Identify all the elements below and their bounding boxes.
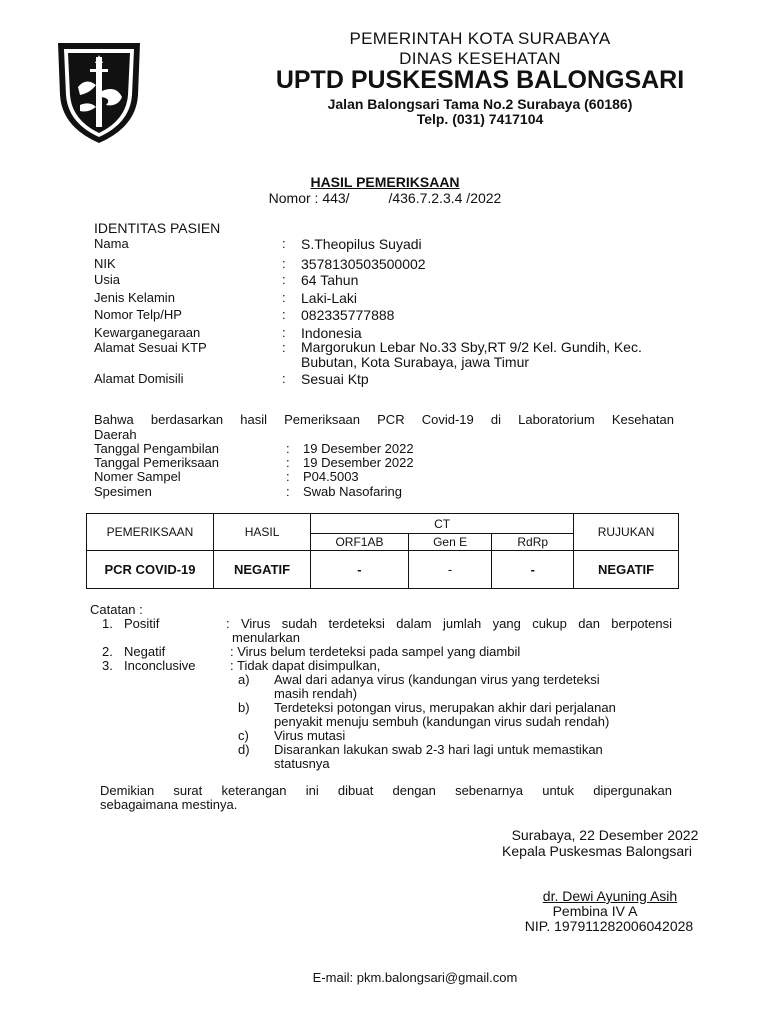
subnote-letter: b) [238, 700, 250, 715]
field-colon: : [282, 256, 286, 271]
alamat-line-2: Bubutan, Kota Surabaya, jawa Timur [301, 354, 530, 370]
document-title: HASIL PEMERIKSAAN [310, 174, 460, 190]
exam-value-sampel: P04.5003 [303, 469, 359, 484]
field-label-nik: NIK [94, 256, 116, 271]
note-num: 3. [102, 658, 113, 673]
field-value-usia: 64 Tahun [301, 272, 359, 288]
field-colon: : [282, 272, 286, 287]
note-label-negatif: Negatif [124, 644, 166, 659]
exam-label-sampel: Nomer Sampel [94, 469, 181, 484]
field-colon: : [282, 307, 286, 322]
subnote-d-line1: Disarankan lakukan swab 2-3 hari lagi untuk memastikan [274, 742, 603, 757]
cell-hasil: NEGATIF [214, 551, 311, 589]
th-gene: Gen E [408, 534, 492, 551]
th-orf1ab: ORF1AB [311, 534, 409, 551]
field-label-alamat-domisili: Alamat Domisili [94, 371, 184, 386]
subnote-a-line2: masih rendah) [274, 686, 358, 701]
field-label-alamat-ktp: Alamat Sesuai KTP [94, 340, 207, 355]
field-colon: : [286, 484, 290, 499]
note-text-inconclusive: : Tidak dapat disimpulkan, [230, 658, 381, 673]
note-label-positif: Positif [124, 616, 160, 631]
signature-position: Kepala Puskesmas Balongsari [502, 843, 692, 859]
cell-orf1ab: - [311, 551, 409, 589]
field-label-usia: Usia [94, 272, 121, 287]
subnote-c-line1: Virus mutasi [274, 728, 346, 743]
cell-rdrp: - [492, 551, 574, 589]
note-text-positif-2: menularkan [232, 630, 300, 645]
field-value-alamat-domisili: Sesuai Ktp [301, 371, 369, 387]
exam-value-spesimen: Swab Nasofaring [303, 484, 402, 499]
th-ct: CT [311, 514, 574, 534]
header-institution: UPTD PUSKESMAS BALONGSARI [275, 66, 685, 94]
table-row [87, 551, 679, 589]
note-text-positif: : Virus sudah terdeteksi dalam jumlah yang cukup dan berpotensi [226, 616, 672, 631]
subnote-b-line1: Terdeteksi potongan virus, merupakan akhir dari perjalanan [274, 700, 616, 715]
cell-pemeriksaan: PCR COVID-19 [87, 551, 214, 589]
field-colon: : [286, 441, 290, 456]
results-table [86, 513, 679, 589]
exam-intro-line1: Bahwa berdasarkan hasil Pemeriksaan PCR Covid-19 di Laboratorium Kesehatan [94, 412, 674, 427]
field-colon: : [286, 455, 290, 470]
document-number: Nomor : 443/ /436.7.2.3.4 /2022 [268, 190, 502, 206]
th-rdrp: RdRp [492, 534, 574, 551]
field-colon: : [282, 371, 286, 386]
field-label-jenis-kelamin: Jenis Kelamin [94, 290, 175, 305]
note-num: 2. [102, 644, 113, 659]
note-text-negatif: : Virus belum terdeteksi pada sampel yang diambil [230, 644, 521, 659]
exam-label-spesimen: Spesimen [94, 484, 152, 499]
surabaya-city-emblem-icon [50, 35, 148, 147]
exam-value-pengambilan: 19 Desember 2022 [303, 441, 414, 456]
field-colon: : [286, 469, 290, 484]
signature-nip: NIP. 197911282006042028 [524, 918, 694, 934]
th-hasil: HASIL [214, 514, 311, 551]
exam-value-pemeriksaan: 19 Desember 2022 [303, 455, 414, 470]
field-value-telp: 082335777888 [301, 307, 395, 323]
exam-label-pemeriksaan: Tanggal Pemeriksaan [94, 455, 220, 470]
note-label-inconclusive: Inconclusive [124, 658, 196, 673]
field-label-kewarganegaraan: Kewarganegaraan [94, 325, 201, 340]
subnote-b-line2: penyakit menuju sembuh (kandungan virus sudah rendah) [274, 714, 610, 729]
signature-rank: Pembina IV A [552, 903, 638, 919]
closing-line2: sebagaimana mestinya. [100, 797, 238, 812]
field-colon: : [282, 236, 286, 251]
signature-place-date: Surabaya, 22 Desember 2022 [511, 827, 699, 843]
header-government: PEMERINTAH KOTA SURABAYA [349, 29, 611, 48]
subnote-letter: c) [238, 728, 249, 743]
field-value-jenis-kelamin: Laki-Laki [301, 290, 358, 306]
field-value-nama: S.Theopilus Suyadi [301, 236, 422, 252]
header-address: Jalan Balongsari Tama No.2 Surabaya (60186) [327, 96, 633, 112]
alamat-line-1: Margorukun Lebar No.33 Sby,RT 9/2 Kel. Gundih, Kec. [301, 339, 642, 355]
cell-gene: - [408, 551, 492, 589]
field-value-kewarganegaraan: Indonesia [301, 325, 362, 341]
subnote-d-line2: statusnya [274, 756, 330, 771]
cell-rujukan: NEGATIF [574, 551, 679, 589]
field-colon: : [282, 325, 286, 340]
notes-title: Catatan : [90, 602, 143, 617]
th-pemeriksaan: PEMERIKSAAN [87, 514, 214, 551]
closing-line1: Demikian surat keterangan ini dibuat dengan sebenarnya untuk dipergunakan [100, 783, 672, 798]
header-department: DINAS KESEHATAN [399, 49, 561, 68]
th-rujukan: RUJUKAN [574, 514, 679, 551]
subnote-a-line1: Awal dari adanya virus (kandungan virus yang terdeteksi [274, 672, 600, 687]
header-phone: Telp. (031) 7417104 [416, 111, 544, 127]
signature-name: dr. Dewi Ayuning Asih [542, 888, 678, 904]
subnote-letter: a) [238, 672, 250, 687]
subnote-letter: d) [238, 742, 250, 757]
exam-label-pengambilan: Tanggal Pengambilan [94, 441, 220, 456]
field-value-nik: 3578130503500002 [301, 256, 426, 272]
field-label-telp: Nomor Telp/HP [94, 307, 182, 322]
footer-email: E-mail: pkm.balongsari@gmail.com [312, 970, 518, 985]
field-value-alamat-ktp [301, 340, 701, 370]
field-colon: : [282, 290, 286, 305]
field-colon: : [282, 340, 286, 355]
field-label-nama: Nama [94, 236, 129, 251]
exam-intro-line2: Daerah [94, 427, 137, 442]
note-num: 1. [102, 616, 113, 631]
patient-section-title: IDENTITAS PASIEN [94, 220, 221, 236]
